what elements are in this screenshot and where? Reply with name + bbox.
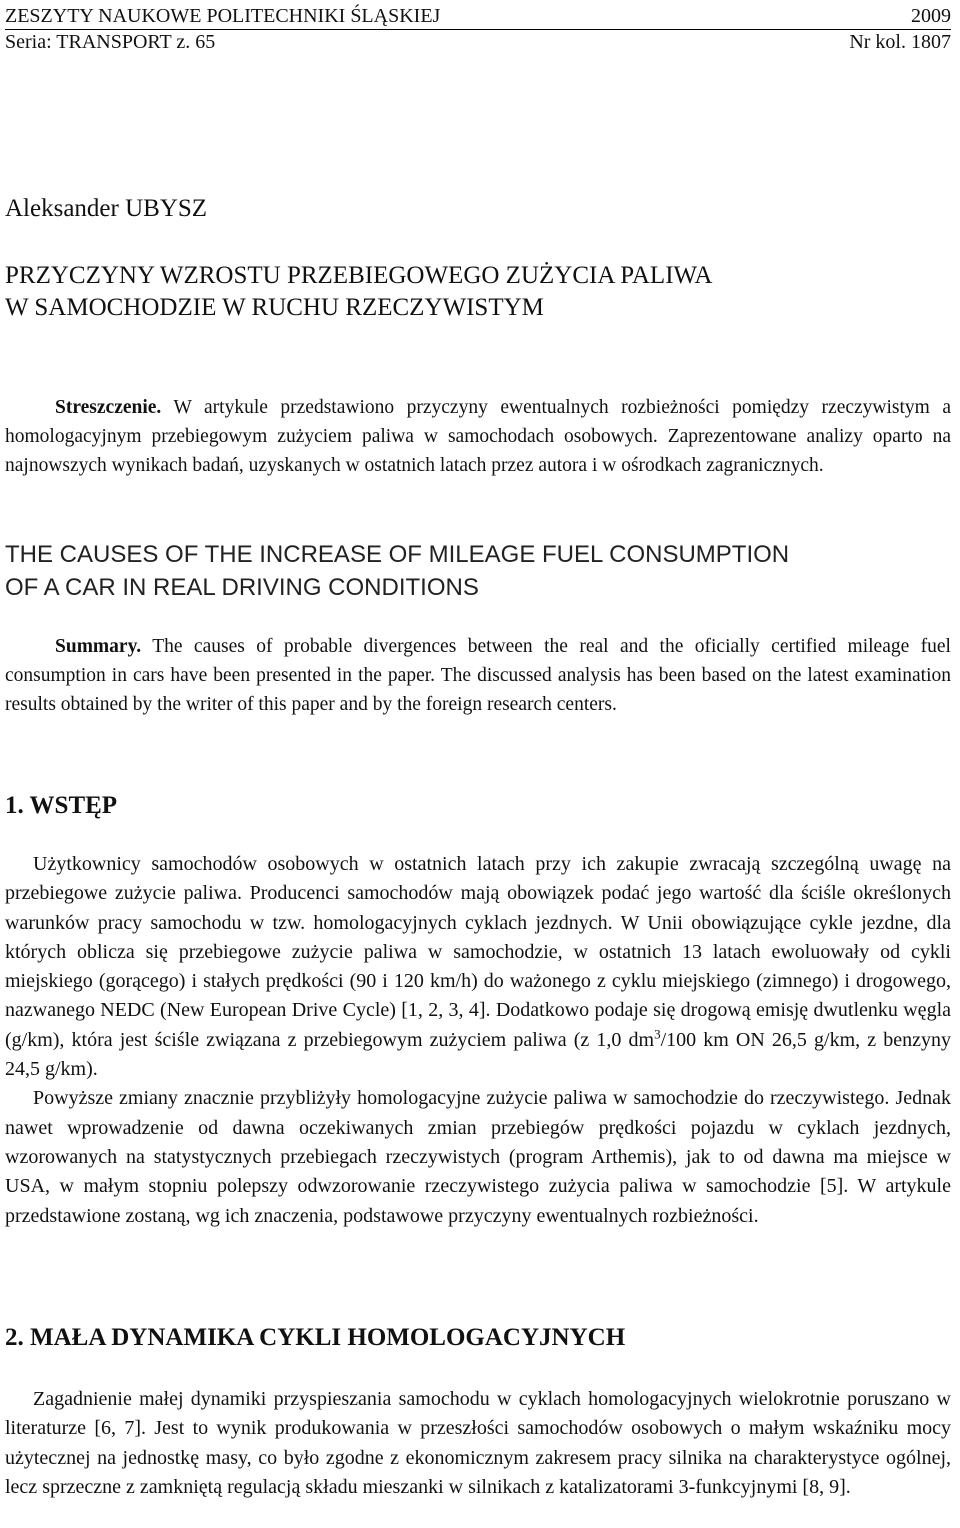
section2-body — [5, 1385, 951, 1502]
summary-text: The causes of probable divergences between the real and the oficially certified mileage fuel consumption in cars have been presented in the paper. The discussed analysis has been based on the latest examination results obtained by the writer of this paper and by the foreign research centers. — [5, 636, 951, 715]
section1-paragraph2 — [5, 1084, 951, 1230]
section1-body — [5, 850, 951, 1231]
summary-label: Summary. — [55, 636, 142, 657]
running-header-line2 — [5, 30, 951, 55]
summary-english — [5, 632, 951, 719]
section1-paragraph1 — [5, 850, 951, 1084]
title-english — [5, 538, 789, 604]
title-polish-line1: PRZYCZYNY WZROSTU PRZEBIEGOWEGO ZUŻYCIA PALIWA — [5, 262, 713, 289]
author-name: Aleksander UBYSZ — [5, 195, 208, 222]
title-english-line2: OF A CAR IN REAL DRIVING CONDITIONS — [5, 574, 479, 601]
title-polish-line2: W SAMOCHODZIE W RUCHU RZECZYWISTYM — [5, 294, 544, 321]
abstract-text: W artykule przedstawiono przyczyny ewentualnych rozbieżności pomiędzy rzeczywistym a homologacyjnym przebiegowym zużyciem paliwa w samochodach osobowych. Zaprezentowane analizy oparto na najnowszych wynikach badań, uzyskanych w ostatnich latach przez autora i w ośrodkach zagranicznych. — [5, 397, 951, 476]
paper-page — [5, 0, 951, 1498]
title-polish — [5, 260, 712, 324]
journal-number: Nr kol. 1807 — [849, 31, 951, 53]
title-english-line1: THE CAUSES OF THE INCREASE OF MILEAGE FUEL CONSUMPTION — [5, 541, 790, 568]
abstract-polish — [5, 393, 951, 480]
journal-year: 2009 — [911, 5, 951, 27]
superscript: 3 — [654, 1026, 661, 1042]
section2-heading: 2. MAŁA DYNAMIKA CYKLI HOMOLOGACYJNYCH — [5, 1324, 626, 1351]
abstract-label: Streszczenie. — [55, 397, 162, 418]
section1-heading: 1. WSTĘP — [5, 792, 118, 819]
section1-p1-text-a: Użytkownicy samochodów osobowych w ostatnich latach przy ich zakupie zwracają szczególną uwagę na przebiegowe zużycie paliwa. Producenci samochodów mają obowiązek podać jego wartość dla ściśle określonych warunków pracy samochodu w tzw. homologacyjnych cyklach jezdnych. W Unii obowiązujące cykle jezdne, dla których oblicza się przebiegowe zużycie paliwa w samochodzie, w ostatnich 13 latach ewoluowały od cykli miejskiego (gorącego) i stałych prędkości (90 i 120 km/h) do ważonego z cyklu miejskiego (zimnego) i drogowego, nazwanego NEDC (New European Drive Cycle) [1, 2, 3, 4]. Dodatkowo podaje się drogową emisję dwutlenku węgla (g/km), która jest ściśle związana z przebiegowym zużyciem paliwa (z 1,0 dm — [5, 853, 951, 1051]
journal-name: ZESZYTY NAUKOWE POLITECHNIKI ŚLĄSKIEJ — [5, 5, 441, 27]
journal-series: Seria: TRANSPORT z. 65 — [5, 31, 216, 53]
section2-p1-text: Zagadnienie małej dynamiki przyspieszania samochodu w cyklach homologacyjnych wielokrotnie poruszano w literaturze [6, 7]. Jest to wynik produkowania w przeszłości samochodów osobowych o małym wskaźniku mocy użytecznej na jednostkę masy, co było zgodne z ekonomicznym zakresem pracy silnika na charakterystyce ogólnej, lecz sprzeczne z zamkniętą regulacją składu mieszanki w silnikach z katalizatorami 3-funkcyjnymi [8, 9]. — [5, 1388, 951, 1498]
section1-p1-text-b: /100 km ON 26,5 g/km, z benzyny 24,5 g/km). — [5, 1028, 951, 1081]
running-header-line1 — [5, 4, 951, 30]
section1-p2-text: Powyższe zmiany znacznie przybliżyły homologacyjne zużycie paliwa w samochodzie do rzeczywistego. Jednak nawet wprowadzenie od dawna oczekiwanych zmian przebiegów prędkości pojazdu w cyklach jezdnych, wzorowanych na statystycznych przebiegach rzeczywistych (program Arthemis), jak to od dawna ma miejsce w USA, w małym stopniu polepszy odwzorowanie rzeczywistego zużycia paliwa w samochodzie [5]. W artykule przedstawione zostaną, wg ich znaczenia, podstawowe przyczyny ewentualnych rozbieżności. — [5, 1087, 951, 1227]
